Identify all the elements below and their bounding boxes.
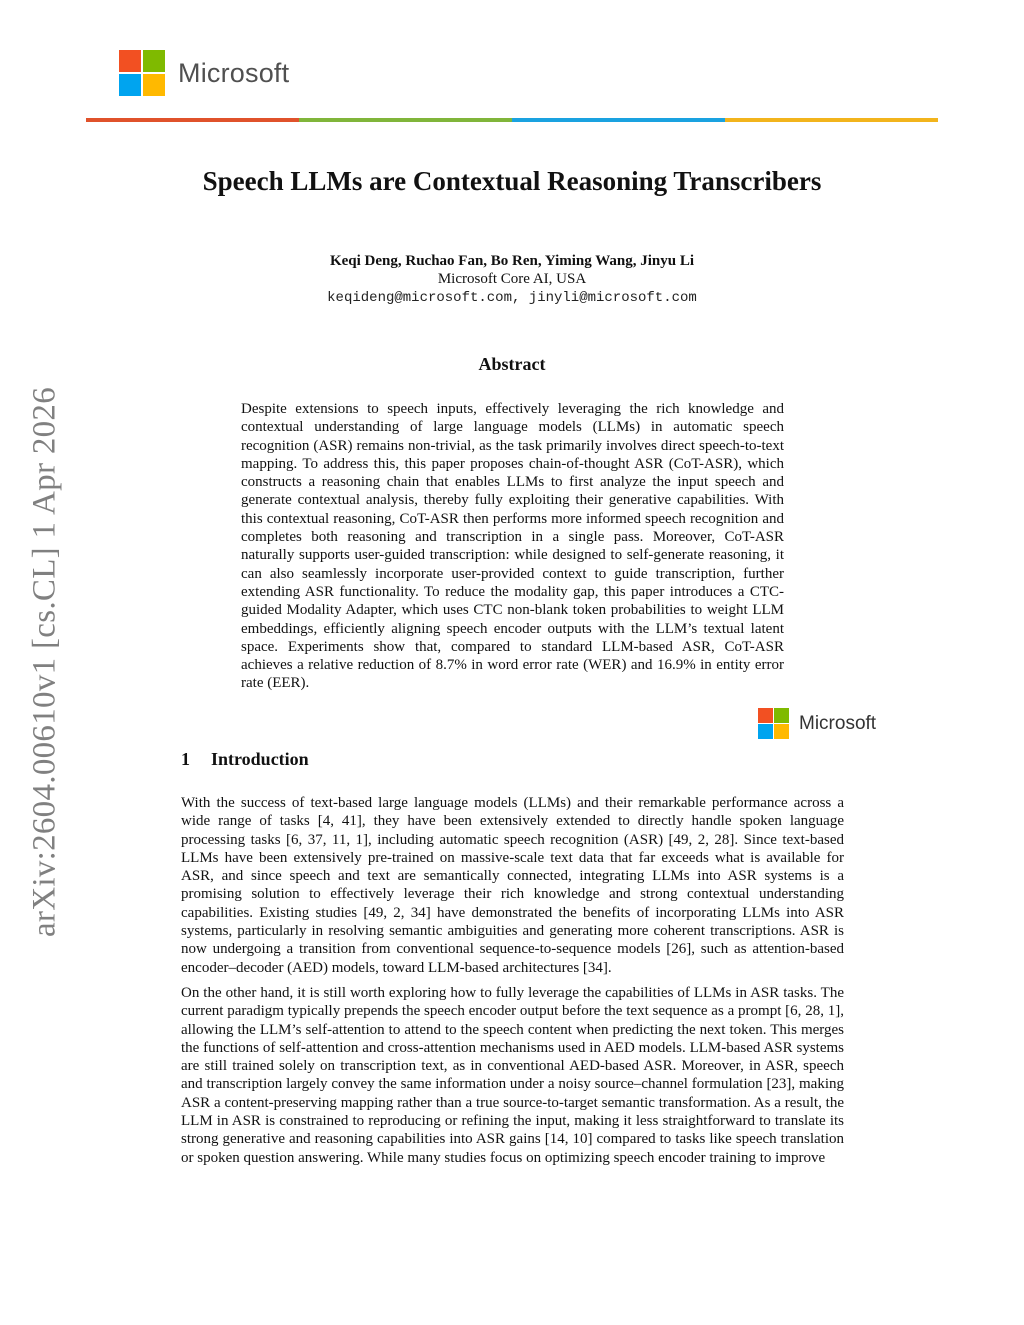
logo-square-blue: [119, 74, 141, 96]
paragraph: With the success of text-based large language models (LLMs) and their remarkable performance across a wide range of tasks [4, 41], they have been extensively extended to directly handle spoken language processing tasks [6, 37, 11, 1], including automatic speech recognition (ASR) [49, 2, 28]. Since text-based LLMs have been extensively pre-trained on massive-scale text data that far exceeds what is available for ASR, and since speech and text are semantically connected, integrating LLMs into ASR systems is a promising solution to effectively leverage their rich knowledge and strong contextual understanding capabilities. Existing studies [49, 2, 34] have demonstrated the benefits of incorporating LLMs into ASR systems, particularly in resolving semantic ambiguities and generating more coherent transcriptions. ASR is now undergoing a transition from conventional sequence-to-sequence models [26], such as attention-based encoder–decoder (AED) models, toward LLM-based architectures [34].: [181, 795, 844, 976]
paragraph: On the other hand, it is still worth exploring how to fully leverage the capabilities of LLMs in ASR tasks. The current paradigm typically prepends the speech encoder output before the text sequence as a prompt [6, 28, 1], allowing the LLM’s self-attention to attend to the speech content when predicting the next token. This merges the functions of self-attention and cross-attention mechanisms used in AED models. LLM-based ASR systems are still trained solely on transcription text, as in conventional AED-based ASR. Moreover, in ASR, speech and transcription largely convey the same information under a noisy source–channel formulation [23], making ASR a content-preserving mapping rather than a true source-to-target semantic transformation. As a result, the LLM in ASR is constrained to reproducing or refining the input, making it less straightforward to translate its strong generative and reasoning capabilities into ASR gains [14, 10] compared to tasks like speech translation or spoken question answering. While many studies focus on optimizing speech encoder training to improve: [181, 984, 844, 1166]
microsoft-wordmark: Microsoft: [178, 57, 290, 88]
logo-square-yellow: [143, 74, 165, 96]
color-bar-segment-green: [299, 118, 512, 122]
logo-square-red: [758, 708, 773, 723]
microsoft-logo-icon: [119, 50, 165, 96]
abstract-heading: Abstract: [478, 354, 546, 374]
paper-title: Speech LLMs are Contextual Reasoning Transcribers: [202, 166, 822, 196]
logo-square-yellow: [774, 724, 789, 739]
color-bar-segment-red: [86, 118, 299, 122]
section-heading-introduction: [181, 749, 309, 770]
microsoft-logo-small: [758, 708, 876, 739]
microsoft-wordmark-small: Microsoft: [799, 712, 877, 734]
microsoft-logo: [119, 50, 289, 96]
section-title: Introduction: [211, 749, 309, 769]
section-number: 1: [181, 749, 190, 769]
color-bar-segment-blue: [512, 118, 725, 122]
paper-affiliation: Microsoft Core AI, USA: [437, 271, 587, 287]
introduction-body: [181, 794, 844, 1174]
microsoft-logo-small-icon: [758, 708, 789, 739]
logo-square-green: [143, 50, 165, 72]
header-color-bar: [86, 118, 938, 122]
logo-square-red: [119, 50, 141, 72]
logo-square-blue: [758, 724, 773, 739]
arxiv-identifier-stamp: arXiv:2604.00610v1 [cs.CL] 1 Apr 2026: [26, 386, 63, 938]
paper-authors: Keqi Deng, Ruchao Fan, Bo Ren, Yiming Wang, Jinyu Li: [329, 253, 695, 269]
paper-emails: keqideng@microsoft.com, jinyli@microsoft.com: [327, 290, 697, 306]
color-bar-segment-yellow: [725, 118, 938, 122]
abstract-body: Despite extensions to speech inputs, effectively leveraging the rich knowledge and contextual understanding of large language models (LLMs) in automatic speech recognition (ASR) remains non-trivial, as the task primarily involves direct speech-to-text mapping. To address this, this paper proposes chain-of-thought ASR (CoT-ASR), which constructs a reasoning chain that enables LLMs to first analyze the input speech and generate contextual analysis, thereby fully exploiting their generative capabilities. With this contextual reasoning, CoT-ASR then performs more informed speech recognition and completes both reasoning and transcription in a single pass. Moreover, CoT-ASR naturally supports user-guided transcription: while designed to self-generate reasoning, it can also seamlessly incorporate user-provided context to guide transcription, further extending ASR functionality. To reduce the modality gap, this paper introduces a CTC-guided Modality Adapter, which uses CTC non-blank token probabilities to weight LLM embeddings, efficiently aligning speech encoder outputs with the LLM’s textual latent space. Experiments show that, compared to standard LLM-based ASR, CoT-ASR achieves a relative reduction of 8.7% in word error rate (WER) and 16.9% in entity error rate (EER).: [241, 401, 784, 692]
logo-square-green: [774, 708, 789, 723]
